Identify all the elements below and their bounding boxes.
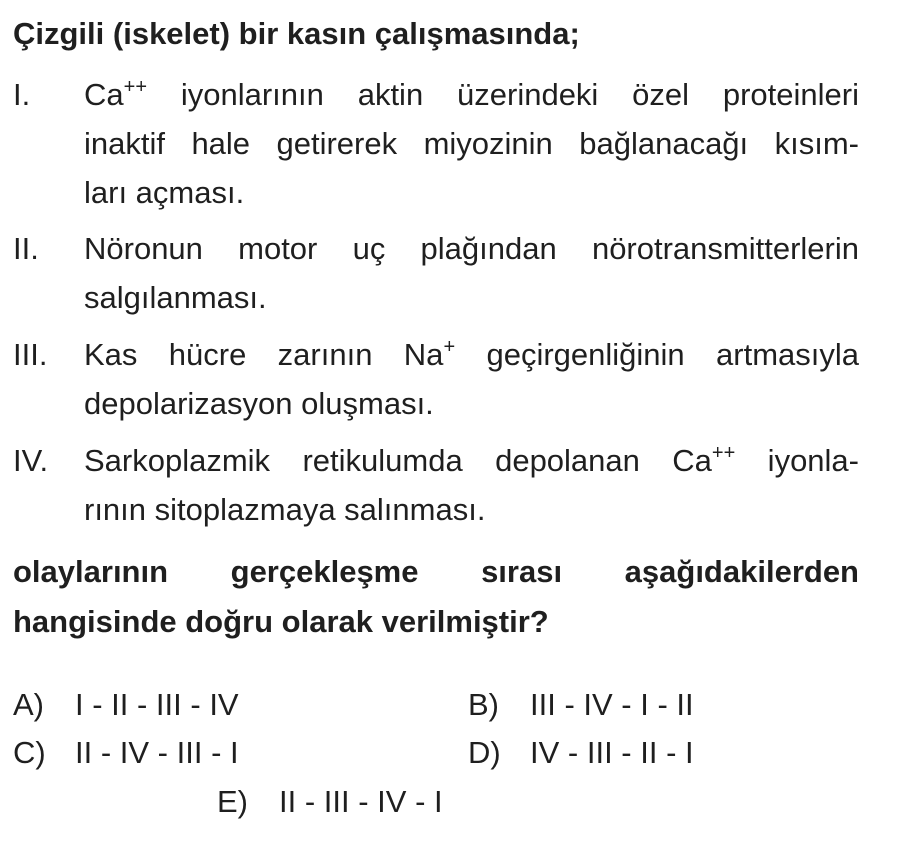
question-line: hangisinde doğru olarak verilmiştir? [13, 604, 549, 639]
option-d[interactable] [468, 733, 694, 773]
statement-line: salgılanması. [84, 280, 267, 315]
statement-line: ları açması. [84, 175, 245, 210]
text-run: Kas hücre zarının Na [84, 337, 444, 372]
option-letter: C) [13, 735, 46, 770]
text-run: iyonlarının aktin üzerindeki özel proteinleri [147, 77, 859, 112]
text-run: geçirgenliğinin artmasıyla [455, 337, 859, 372]
statement-number: I. [13, 77, 31, 112]
text-run: iyonla- [735, 443, 859, 478]
question-prompt [13, 547, 859, 647]
statement-line: Nöronun motor uç plağından nörotransmitterlerin [84, 231, 859, 266]
option-letter: E) [217, 784, 248, 819]
superscript-charge: ++ [123, 76, 147, 98]
text-run: Sarkoplazmik retikulumda depolanan Ca [84, 443, 712, 478]
statement-text [84, 70, 859, 217]
statement-line [84, 70, 859, 119]
statement-line: depolarizasyon oluşması. [84, 386, 434, 421]
superscript-charge: ++ [711, 442, 736, 464]
option-b[interactable] [468, 685, 694, 725]
statement-text [84, 330, 859, 428]
option-text: I - II - III - IV [75, 687, 239, 722]
option-text: III - IV - I - II [530, 687, 694, 722]
option-text: IV - III - II - I [530, 735, 694, 770]
statement-text [84, 224, 859, 322]
option-a[interactable] [13, 685, 239, 725]
statement-number: II. [13, 231, 39, 266]
statement-text [84, 436, 859, 534]
question-stem: Çizgili (iskelet) bir kasın çalışmasında; [13, 16, 580, 51]
superscript-charge: + [443, 336, 456, 358]
option-e[interactable] [217, 782, 443, 822]
option-letter: D) [468, 735, 501, 770]
question-line: olaylarının gerçekleşme sırası aşağıdakilerden [13, 554, 859, 589]
statement-line [84, 436, 859, 485]
statement-number: IV. [13, 443, 49, 478]
option-c[interactable] [13, 733, 239, 773]
statement-number: III. [13, 337, 48, 372]
option-text: II - III - IV - I [279, 784, 443, 819]
statement-line [84, 330, 859, 379]
option-text: II - IV - III - I [75, 735, 239, 770]
option-letter: B) [468, 687, 499, 722]
text-run: Ca [84, 77, 124, 112]
statement-line: inaktif hale getirerek miyozinin bağlanacağı kısım- [84, 126, 859, 161]
option-letter: A) [13, 687, 44, 722]
statement-line: rının sitoplazmaya salınması. [84, 492, 486, 527]
